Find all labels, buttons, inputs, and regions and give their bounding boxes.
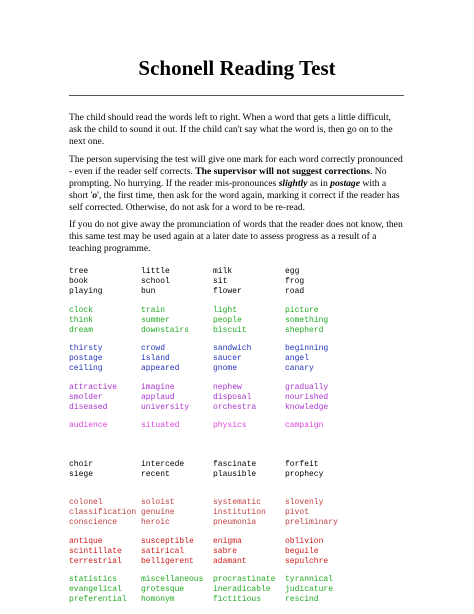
- test-word: fictitious: [213, 595, 262, 604]
- test-word: antique: [69, 536, 103, 546]
- test-word: egg: [285, 267, 300, 276]
- word-group: [69, 306, 409, 336]
- test-word: homonym: [141, 595, 175, 604]
- test-word: bun: [141, 287, 156, 296]
- word-group: [69, 460, 409, 490]
- p2-word-postage: postage: [330, 178, 360, 189]
- p2-word-slightly: slightly: [278, 178, 308, 189]
- p2-text-g: with a short ': [69, 178, 387, 201]
- test-word: institution: [213, 508, 266, 517]
- word-row: [69, 557, 409, 567]
- word-row: [69, 470, 409, 480]
- test-word: angel: [285, 354, 310, 363]
- word-row: [69, 354, 409, 364]
- test-word: saucer: [213, 354, 242, 363]
- test-word: little: [141, 267, 170, 276]
- test-word: choir: [69, 459, 94, 469]
- test-word: book: [69, 277, 89, 286]
- test-word: terrestrial: [69, 556, 122, 566]
- test-word: siege: [69, 469, 94, 479]
- test-word: attractive: [69, 382, 118, 392]
- test-word: shepherd: [285, 325, 324, 335]
- test-word: disposal: [213, 392, 252, 402]
- test-word: school: [141, 277, 170, 286]
- p2-bold-supervisor: The supervisor will not suggest corrections: [195, 166, 370, 177]
- word-row: [69, 403, 409, 413]
- word-row: [69, 277, 409, 287]
- test-word: beginning: [285, 344, 329, 353]
- word-row: [69, 575, 409, 585]
- word-row: [69, 460, 409, 470]
- test-word: postage: [69, 354, 103, 363]
- instructions-paragraph-1: The child should read the words left to right. When a word that gets a little difficult, ask the child to sound it out. If the child can't say what the word is, then go on to the next one.: [69, 112, 393, 147]
- test-word: forfeit: [285, 459, 319, 469]
- test-word: frog: [285, 277, 305, 286]
- p2-text-a: The person supervising the test will give one mark for each word correctly pronounced - even if the reader self corrects.: [69, 154, 403, 177]
- word-group: [69, 344, 409, 374]
- test-word: heroic: [141, 518, 170, 527]
- test-word: statistics: [69, 575, 118, 584]
- test-word: soloist: [141, 498, 175, 507]
- word-row: [69, 326, 409, 336]
- test-word: tyrannical: [285, 575, 334, 584]
- test-word: evangelical: [69, 585, 122, 594]
- word-row: [69, 547, 409, 557]
- test-word: downstairs: [141, 325, 190, 335]
- test-word: pivot: [285, 508, 310, 517]
- p2-text-c: . No prompting. No hurrying. If the reader mis-pronounces: [69, 166, 387, 189]
- test-word: beguile: [285, 546, 319, 556]
- test-word: preferential: [69, 595, 127, 604]
- word-list: [69, 267, 409, 614]
- test-word: train: [141, 305, 166, 315]
- test-word: tree: [69, 267, 89, 276]
- word-row: [69, 421, 409, 431]
- test-word: thirsty: [69, 344, 103, 353]
- test-word: gradually: [285, 382, 329, 392]
- word-row: [69, 595, 409, 605]
- word-row: [69, 364, 409, 374]
- test-word: conscience: [69, 518, 118, 527]
- test-word: clock: [69, 305, 94, 315]
- word-row: [69, 344, 409, 354]
- p2-letter-o: o: [92, 190, 98, 201]
- test-word: university: [141, 402, 190, 412]
- test-word: classification: [69, 508, 137, 517]
- word-row: [69, 537, 409, 547]
- test-word: audience: [69, 421, 108, 430]
- test-word: physics: [213, 421, 247, 430]
- page-title: Schonell Reading Test: [138, 56, 336, 80]
- test-word: light: [213, 305, 238, 315]
- test-word: playing: [69, 287, 103, 296]
- test-word: scintillate: [69, 546, 122, 556]
- title-divider: [69, 95, 404, 96]
- word-row: [69, 306, 409, 316]
- word-row: [69, 508, 409, 518]
- test-word: campaign: [285, 421, 324, 430]
- test-word: ineradicable: [213, 585, 271, 594]
- word-row: [69, 498, 409, 508]
- test-word: slovenly: [285, 498, 324, 507]
- test-word: biscuit: [213, 325, 247, 335]
- test-word: dream: [69, 325, 94, 335]
- test-word: road: [285, 287, 305, 296]
- test-word: susceptible: [141, 536, 194, 546]
- test-word: orchestra: [213, 402, 257, 412]
- test-word: colonel: [69, 498, 103, 507]
- test-word: rescind: [285, 595, 319, 604]
- test-word: systematic: [213, 498, 262, 507]
- test-word: procrastinate: [213, 575, 276, 584]
- test-word: judicature: [285, 585, 334, 594]
- test-word: sepulchre: [285, 556, 329, 566]
- word-row: [69, 267, 409, 277]
- test-word: crowd: [141, 344, 166, 353]
- word-group: [69, 575, 409, 605]
- test-word: pneumonia: [213, 518, 257, 527]
- test-word: sabre: [213, 546, 238, 556]
- word-group: [69, 267, 409, 297]
- test-word: knowledge: [285, 402, 329, 412]
- word-group: [69, 421, 409, 451]
- test-word: think: [69, 315, 94, 325]
- instructions-paragraph-3: If you do not give away the pronunciation of words that the reader does not know, then this same test may be used again at a later date to assess progress as a result of a teaching programme.: [69, 219, 403, 254]
- test-word: ceiling: [69, 364, 103, 373]
- test-word: adamant: [213, 556, 247, 566]
- test-word: island: [141, 354, 170, 363]
- word-row: [69, 316, 409, 326]
- test-word: grotesque: [141, 585, 185, 594]
- test-word: applaud: [141, 392, 175, 402]
- test-word: satirical: [141, 546, 185, 556]
- test-word: picture: [285, 305, 319, 315]
- test-word: smolder: [69, 392, 103, 402]
- test-word: flower: [213, 287, 242, 296]
- test-word: belligerent: [141, 556, 194, 566]
- word-group: [69, 383, 409, 413]
- test-word: canary: [285, 364, 314, 373]
- word-row: [69, 287, 409, 297]
- test-word: summer: [141, 315, 170, 325]
- word-group: [69, 537, 409, 567]
- word-row: [69, 393, 409, 403]
- test-word: plausible: [213, 469, 257, 479]
- test-word: milk: [213, 267, 233, 276]
- test-word: recent: [141, 469, 170, 479]
- test-word: appeared: [141, 364, 180, 373]
- test-word: sandwich: [213, 344, 252, 353]
- test-word: imagine: [141, 382, 175, 392]
- test-word: fascinate: [213, 459, 257, 469]
- test-word: oblivion: [285, 536, 324, 546]
- test-word: nourished: [285, 392, 329, 402]
- word-row: [69, 518, 409, 528]
- p2-text-e: as in: [307, 178, 331, 189]
- test-word: intercede: [141, 459, 185, 469]
- test-word: something: [285, 315, 329, 325]
- test-word: enigma: [213, 536, 242, 546]
- test-word: miscellaneous: [141, 575, 204, 584]
- test-word: prophecy: [285, 469, 324, 479]
- test-word: people: [213, 315, 242, 325]
- test-word: gnome: [213, 364, 238, 373]
- test-word: diseased: [69, 402, 108, 412]
- p2-text-i: ', the first time, then ask for the word again, marking it correct if the reader has self corrected. Otherwise, do not ask for a word to be re-read.: [69, 190, 400, 213]
- test-word: sit: [213, 277, 228, 286]
- test-word: genuine: [141, 508, 175, 517]
- test-word: preliminary: [285, 518, 338, 527]
- instructions-paragraph-2: [69, 154, 405, 214]
- word-row: [69, 585, 409, 595]
- word-group: [69, 498, 409, 528]
- test-word: situated: [141, 421, 180, 430]
- word-row: [69, 383, 409, 393]
- test-word: nephew: [213, 382, 242, 392]
